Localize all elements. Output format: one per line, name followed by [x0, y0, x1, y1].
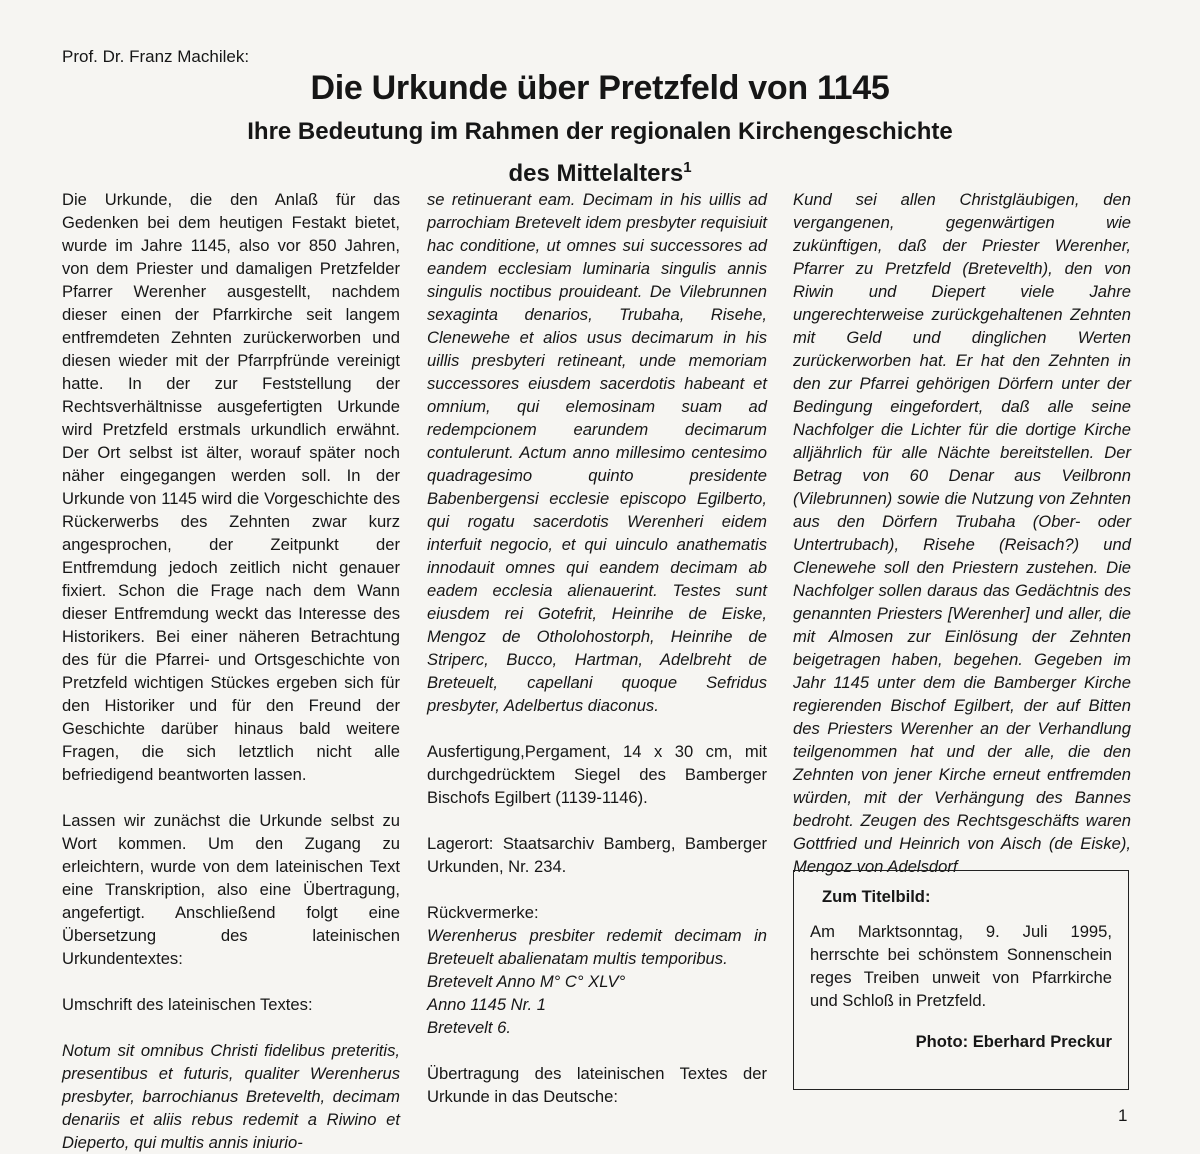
- storage-location: Lagerort: Staatsarchiv Bamberg, Bamberger Urkunden, Nr. 234.: [427, 834, 767, 876]
- photo-credit: Photo: Eberhard Preckur: [915, 1032, 1112, 1051]
- latin-text-start: Notum sit omnibus Christi fidelibus preteritis, presentibus et futuris, qualiter Werenherus presbyter, barrochianus Bretevelth, decimam denariis et aliis rebus redemit a Riwino et Dieperto, qui multis annis iniurio-: [62, 1041, 400, 1152]
- intro-paragraph: Die Urkunde, die den Anlaß für das Gedenken bei dem heutigen Festakt bietet, wurde im Jahre 1145, also vor 850 Jahren, von dem Priester und damaligen Pretzfelder Pfarrer Werenher ausgestellt, nachdem dieser einen der Pfarrkirche seit langem entfremdeten Zehnten zurückerworben und diesen wieder mit der Pfarrpfründe vereinigt hatte. In der zur Feststellung der Rechtsverhältnisse ausgefertigten Urkunde wird Pretzfeld erstmals urkundlich erwähnt. Der Ort selbst ist älter, worauf später noch näher eingegangen werden soll. In der Urkunde von 1145 wird die Vorgeschichte des Rückerwerbs des Zehnten zwar kurz angesprochen, der Zeitpunkt der Entfremdung jedoch zeitlich nicht genauer fixiert. Schon die Frage nach dem Wann dieser Entfremdung weckt das Interesse des Historikers. Bei einer näheren Betrachtung des für die Pfarrei- und Ortsgeschichte von Pretzfeld wichtigen Stückes ergeben sich für den Historiker und für den Freund der Geschichte darüber hinaus bald weitere Fragen, die sich letztlich nicht alle befriedigend beantworten lassen.: [62, 190, 400, 784]
- page-number: 1: [1118, 1106, 1128, 1125]
- article-subtitle: [100, 114, 1100, 192]
- endorsements-heading: Rückvermerke:: [427, 903, 539, 922]
- cover-photo-caption-box: [793, 870, 1129, 1090]
- transition-paragraph: Lassen wir zunächst die Urkunde selbst zu Wort kommen. Um den Zugang zu erleichtern, wurde von dem lateinischen Text eine Transkription, also eine Übertragung, angefertigt. Anschließend folgt eine Übersetzung des lateinischen Urkundentextes:: [62, 811, 400, 968]
- endorsement-line-3: Anno 1145 Nr. 1: [427, 995, 546, 1014]
- endorsement-line-4: Bretevelt 6.: [427, 1018, 511, 1037]
- endorsements-text: [427, 924, 767, 1039]
- document-description: Ausfertigung,Pergament, 14 x 30 cm, mit durchgedrücktem Siegel des Bamberger Bischofs Egilbert (1139-1146).: [427, 742, 767, 807]
- column-2: [427, 188, 767, 1108]
- subtitle-line-2: des Mittelalters: [508, 160, 684, 187]
- german-translation: Kund sei allen Christgläubigen, den vergangenen, gegenwärtigen wie zukünftigen, daß der Priester Werenher, Pfarrer zu Pretzfeld (Bretevelth), den von Riwin und Diepert viele Jahre ungerechterweise zurückgehaltenen Zehnten mit Geld und dinglichen Werten zurückerworben hat. Er hat den Zehnten in den zur Pfarrei gehörigen Dörfern unter der Bedingung eingefordert, daß alle seine Nachfolger die Lichter für die dortige Kirche alljährlich für alle Nächte bereitstellen. Der Betrag von 60 Denar aus Veilbronn (Vilebrunnen) sowie die Nutzung von Zehnten aus den Dörfern Trubaha (Ober- oder Untertrubach), Risehe (Reisach?) und Clenewehe soll den Priestern zustehen. Die Nachfolger sollen daraus das Gedächtnis des genannten Priesters [Werenher] und aller, die mit Almosen zur Einlösung der Zehnten beigetragen haben, begehen. Gegeben im Jahr 1145 unter dem die Bamberger Kirche regierenden Bischof Egilbert, der auf Bitten des Priesters Werenher an der Verhandlung teilgenommen hat und der alle, die den Zehnten von jener Kirche erneut entfremden würden, mit der Verhängung des Bannes bedroht. Zeugen des Rechtsgeschäfts waren Gottfried und Heinrich von Aisch (de Eiske), Mengoz von Adelsdorf: [793, 190, 1131, 876]
- article-title: Die Urkunde über Pretzfeld von 1145: [310, 69, 890, 107]
- column-3: [793, 188, 1131, 878]
- latin-text-continued: se retinuerant eam. Decimam in his uillis ad parrochiam Bretevelt idem presbyter requisiuit hac conditione, ut omnes sui successores ad eandem ecclesiam luminaria singulis annis singulis noctibus prouideant. De Vilebrunnen sexaginta denarios, Trubaha, Risehe, Clenewehe et alios usus decimarum in his uillis presbyteri retineant, unde memoriam successores eiusdem sacerdotis habeant et omnium, qui elemosinam suam ad redempcionem earundem decimarum contulerunt. Actum anno millesimo centesimo quadragesimo quinto presidente Babenbergensi ecclesie episcopo Egilberto, qui rogatu sacerdotis Werenheri eidem interfuit negocio, et qui uinculo anathematis innodauit omnes qui eandem decimam ab eadem ecclesia alienauerint. Testes sunt eiusdem rei Gotefrit, Heinrihe de Eiske, Mengoz de Otholohostorph, Heinrihe de Striperc, Bucco, Hartman, Adelbreht de Breteuelt, capellani quoque Sefridus presbyter, Adelbertus diaconus.: [427, 190, 767, 715]
- endorsement-line-1: Werenherus presbiter redemit decimam in Breteuelt abalienatam multis temporibus.: [427, 926, 767, 968]
- author-line: Prof. Dr. Franz Machilek:: [62, 47, 250, 66]
- footnote-mark: 1: [683, 159, 692, 176]
- caption-text: Am Marktsonntag, 9. Juli 1995, herrschte bei schönstem Sonnenschein reges Treiben unweit von Pfarrkirche und Schloß in Pretzfeld.: [810, 922, 1112, 1010]
- translation-heading: Übertragung des lateinischen Textes der Urkunde in das Deutsche:: [427, 1064, 767, 1106]
- transcription-heading: Umschrift des lateinischen Textes:: [62, 995, 313, 1014]
- subtitle-line-1: Ihre Bedeutung im Rahmen der regionalen Kirchengeschichte: [247, 118, 953, 145]
- column-1: [62, 188, 400, 1154]
- caption-title: Zum Titelbild:: [822, 887, 931, 906]
- endorsement-line-2: Bretevelt Anno M° C° XLV°: [427, 972, 626, 991]
